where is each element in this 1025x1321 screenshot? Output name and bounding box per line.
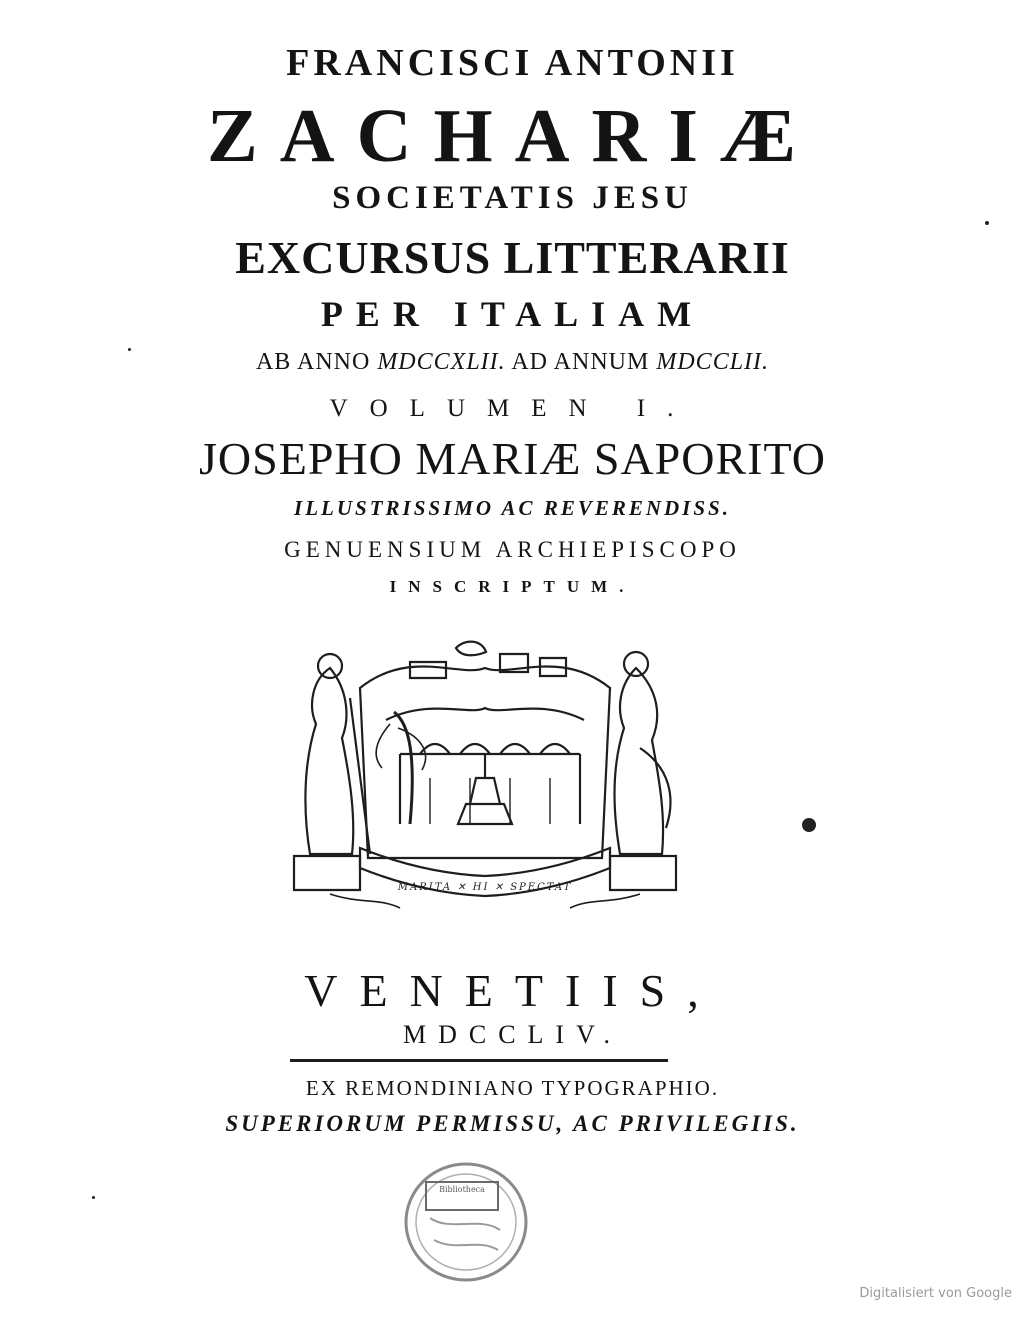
date-prefix-from: AB ANNO [255,349,371,375]
date-range [0,350,1025,374]
author-surname: ZACHARIÆ [207,94,818,178]
ink-speck [802,818,816,832]
left-plinth [294,856,360,890]
book-title: EXCURSUS LITTERARII [235,232,790,283]
fountain-basin [458,804,512,824]
left-figure-head [318,654,342,678]
dedicatee-office: GENUENSIUM ARCHIEPISCOPO [284,537,741,562]
imprint-place: VENETIIS, [304,965,721,1016]
digitization-watermark: Digitalisiert von Google [859,1286,1012,1301]
stamp-label: Bibliotheca [439,1185,485,1194]
vignette-motto: MARITA ✕ HI ✕ SPECTAT [397,882,573,893]
bird-emblem [456,642,486,656]
ink-speck [92,1196,95,1199]
privilege-line: SUPERIORUM PERMISSU, AC PRIVILEGIIS. [225,1111,800,1136]
left-allegorical-figure [305,668,353,854]
book-subtitle: PER ITALIAM [320,294,705,334]
date-prefix-to: AD ANNUM [511,349,650,375]
horizontal-rule [290,1059,668,1062]
author-first-names: FRANCISCI ANTONII [286,42,739,84]
library-stamp [400,1158,532,1286]
right-plinth [610,856,676,890]
tree-trunk [394,712,412,824]
date-year-to: MDCCLII. [656,349,770,375]
dedicatee-honorific: ILLUSTRISSIMO AC REVERENDISS. [294,496,731,520]
right-figure-head [624,652,648,676]
dedicatee-name: JOSEPHO MARIÆ SAPORITO [199,433,826,484]
ink-speck [985,221,989,225]
date-year-from: MDCCXLII. [377,349,506,375]
engraved-vignette [290,628,680,920]
dedication-word: INSCRIPTUM. [389,577,636,596]
printer-line: EX REMONDINIANO TYPOGRAPHIO. [305,1076,720,1100]
religious-order: SOCIETATIS JESU [332,180,693,216]
right-figure-drapery [640,748,670,828]
ink-speck [128,348,131,351]
volume-number: VOLUMEN I. [329,395,696,422]
imprint-year: MDCCLIV. [402,1020,623,1049]
